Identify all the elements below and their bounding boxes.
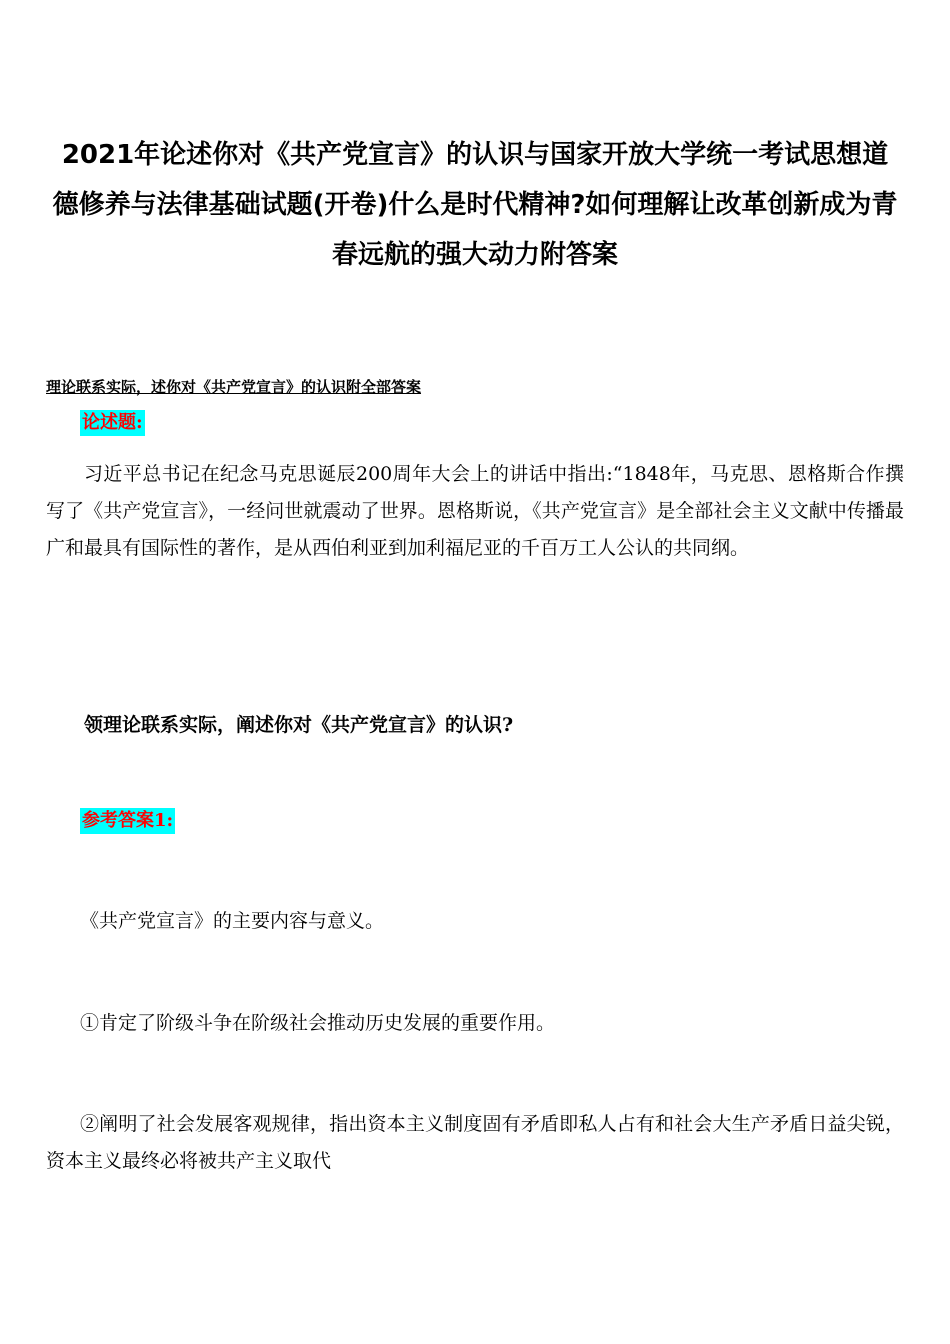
answer-label: 参考答案1: — [80, 808, 175, 834]
question-text: 领理论联系实际，阐述你对《共产党宣言》的认识? — [84, 714, 514, 736]
intro-paragraph: 习近平总书记在纪念马克思诞辰200周年大会上的讲话中指出:“1848年，马克思、恩格斯合作撰写了《共产党宣言》，一经问世就震动了世界。恩格斯说，《共产党宣言》是全部社会主义文献中传播最广和最具有国际性的著作，是从西伯利亚到加利福尼亚的千百万工人公认的共同纲。 — [46, 463, 904, 559]
essay-label: 论述题: — [80, 410, 145, 436]
document-subtitle: 理论联系实际，述你对《共产党宣言》的认识附全部答案 — [46, 378, 422, 396]
document-title: 2021年论述你对《共产党宣言》的认识与国家开放大学统一考试思想道德修养与法律基础试题(开卷)什么是时代精神?如何理解让改革创新成为青春远航的强大动力附答案 — [52, 140, 898, 270]
answer-point-1: ①肯定了阶级斗争在阶级社会推动历史发展的重要作用。 — [80, 1012, 556, 1034]
answer-heading: 《共产党宣言》的主要内容与意义。 — [80, 910, 385, 932]
answer-point-2: ②阐明了社会发展客观规律，指出资本主义制度固有矛盾即私人占有和社会大生产矛盾日益尖锐，资本主义最终必将被共产主义取代 — [46, 1113, 904, 1172]
